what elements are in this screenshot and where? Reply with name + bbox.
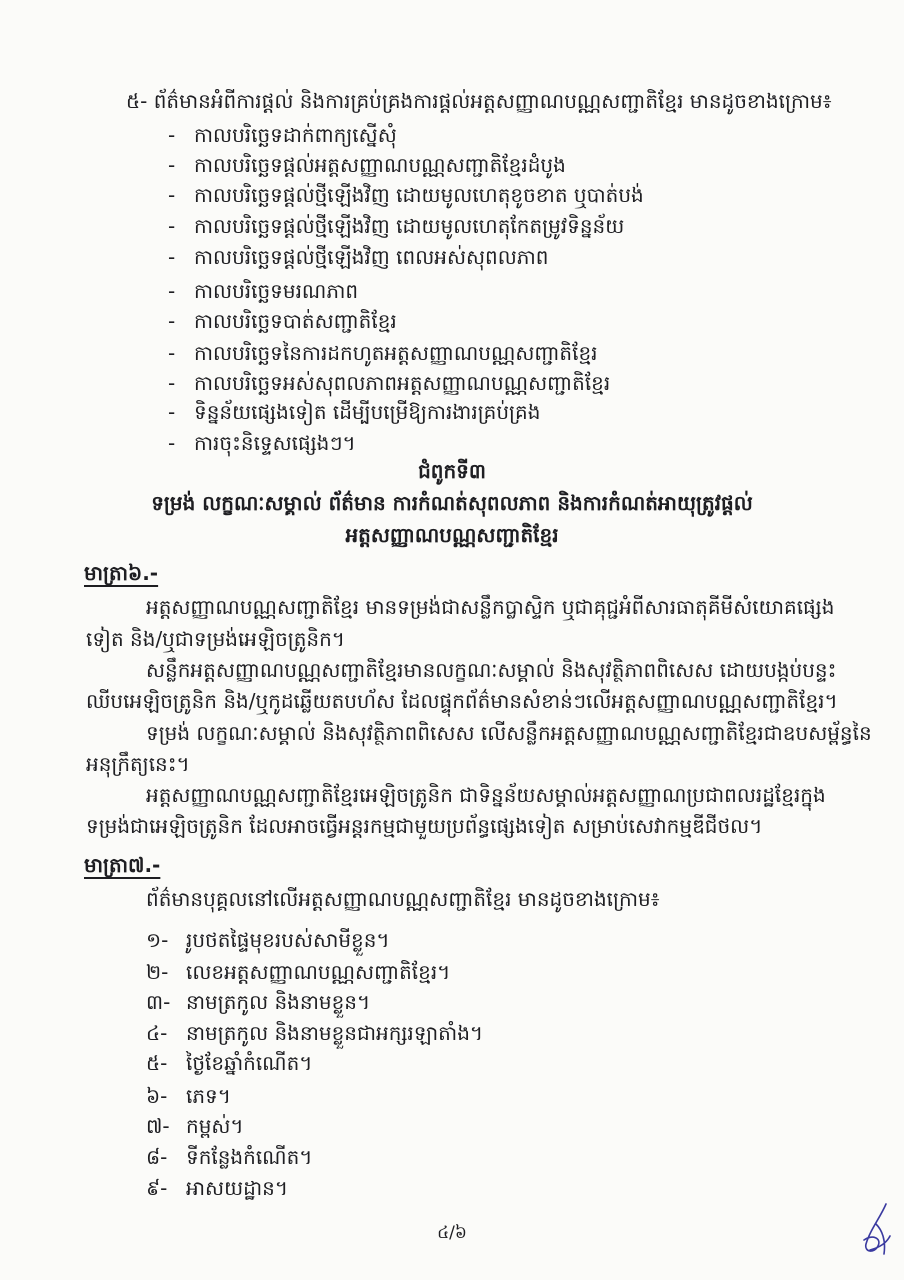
article6-paragraph1-line2: ទៀត និង/ឬជាទម្រង់អេឡិចត្រូនិក។ [86, 627, 345, 651]
list-item: ២- លេខអត្តសញ្ញាណបណ្ណសញ្ជាតិខ្មែរ។ [146, 960, 451, 984]
chapter-title-line2: អត្តសញ្ញាណបណ្ណសញ្ជាតិខ្មែរ [345, 523, 559, 547]
chapter-number: ជំពូកទី៣ [418, 459, 486, 483]
list-item: - កាលបរិច្ឆេទផ្ដល់អត្តសញ្ញាណបណ្ណសញ្ជាតិខ្មែរដំបូង [168, 153, 566, 177]
list-item: - កាលបរិច្ឆេទដាក់ពាក្យស្នើសុំ [168, 123, 397, 147]
list-item: ៤- នាមត្រកូល និងនាមខ្លួនជាអក្សរឡាតាំង។ [146, 1021, 484, 1045]
article6-paragraph4-line2: ទម្រង់ជាអេឡិចត្រូនិក ដែលអាចធ្វើអន្តរកម្មជាមួយប្រព័ន្ធផ្សេងទៀត សម្រាប់សេវាកម្មឌីជីថល។ [86, 814, 763, 838]
article6-paragraph1-line1: អត្តសញ្ញាណបណ្ណសញ្ជាតិខ្មែរ មានទម្រង់ជាសន្លឹកប្លាស្ទិក ឬជាគុជ្ជអំពីសារធាតុគីមីសំយោគផ្សេង [146, 595, 835, 619]
list-item: - ទិន្នន័យផ្សេងទៀត ដើម្បីបម្រើឱ្យការងារគ្រប់គ្រង [168, 400, 541, 424]
list-item: - កាលបរិច្ឆេទផ្ដល់ថ្មីឡើងវិញ ពេលអស់សុពលភាព [168, 245, 549, 269]
list-item: - កាលបរិច្ឆេទនៃការដកហូតអត្តសញ្ញាណបណ្ណសញ្ជាតិខ្មែរ [168, 341, 598, 365]
section5-heading: ៥- ព័ត៌មានអំពីការផ្ដល់ និងការគ្រប់គ្រងការផ្ដល់អត្តសញ្ញាណបណ្ណសញ្ជាតិខ្មែរ មានដូចខាងក្រោម៖ [126, 89, 832, 113]
signature-icon [856, 1200, 896, 1260]
page-number: ៤/៦ [437, 1223, 467, 1243]
article6-paragraph3-line2: អនុក្រឹត្យនេះ។ [86, 752, 190, 776]
article6-paragraph2-line1: សន្លឹកអត្តសញ្ញាណបណ្ណសញ្ជាតិខ្មែរមានលក្ខណៈសម្គាល់ និងសុវត្ថិភាពពិសេស ដោយបង្កប់បន្ទះ [146, 658, 837, 682]
list-item: - កាលបរិច្ឆេទអស់សុពលភាពអត្តសញ្ញាណបណ្ណសញ្ជាតិខ្មែរ [168, 371, 611, 395]
article7-intro: ព័ត៌មានបុគ្គលនៅលើអត្តសញ្ញាណបណ្ណសញ្ជាតិខ្មែរ មានដូចខាងក្រោម៖ [146, 887, 660, 911]
article6-paragraph3-line1: ទម្រង់ លក្ខណៈសម្គាល់ និងសុវត្ថិភាពពិសេស លើសន្លឹកអត្តសញ្ញាណបណ្ណសញ្ជាតិខ្មែរជាឧបសម្ព័ន្ធនៃ [146, 721, 872, 745]
article6-paragraph4-line1: អត្តសញ្ញាណបណ្ណសញ្ជាតិខ្មែរអេឡិចត្រូនិក ជាទិន្នន័យសម្គាល់អត្តសញ្ញាណប្រជាពលរដ្ឋខ្មែរក្នុង [146, 783, 826, 807]
list-item: - ការចុះនិទ្ទេសផ្សេងៗ។ [168, 431, 356, 455]
list-item: - កាលបរិច្ឆេទបាត់សញ្ជាតិខ្មែរ [168, 309, 397, 333]
list-item: ៣- នាមត្រកូល និងនាមខ្លួន។ [146, 990, 371, 1014]
list-item: ៥- ថ្ងៃខែឆ្នាំកំណើត។ [146, 1051, 313, 1075]
list-item: - កាលបរិច្ឆេទផ្ដល់ថ្មីឡើងវិញ ដោយមូលហេតុខូចខាត ឬបាត់បង់ [168, 183, 644, 207]
list-item: ៨- ទីកន្លែងកំណើត។ [146, 1145, 313, 1169]
article7-label: មាត្រា៧.- [84, 853, 161, 877]
list-item: - កាលបរិច្ឆេទមរណភាព [168, 279, 359, 303]
list-item: ៩- អាសយដ្ឋាន។ [146, 1176, 289, 1200]
article6-paragraph2-line2: ឈីបអេឡិចត្រូនិក និង/ឬកូដឆ្លើយតបហ័ស ដែលផ្ទុកព័ត៌មានសំខាន់ៗលើអត្តសញ្ញាណបណ្ណសញ្ជាតិខ្មែរ។ [86, 689, 838, 713]
list-item: ៧- កម្ពស់។ [146, 1114, 244, 1138]
list-item: ៦- ភេទ។ [146, 1084, 231, 1108]
chapter-title-line1: ទម្រង់ លក្ខណៈសម្គាល់ ព័ត៌មាន ការកំណត់សុពលភាព និងការកំណត់អាយុត្រូវផ្ដល់ [151, 491, 753, 515]
list-item: - កាលបរិច្ឆេទផ្ដល់ថ្មីឡើងវិញ ដោយមូលហេតុកែតម្រូវទិន្នន័យ [168, 214, 625, 238]
article6-label: មាត្រា៦.- [84, 561, 159, 585]
list-item: ១- រូបថតផ្ទៃមុខរបស់សាមីខ្លួន។ [146, 928, 390, 952]
